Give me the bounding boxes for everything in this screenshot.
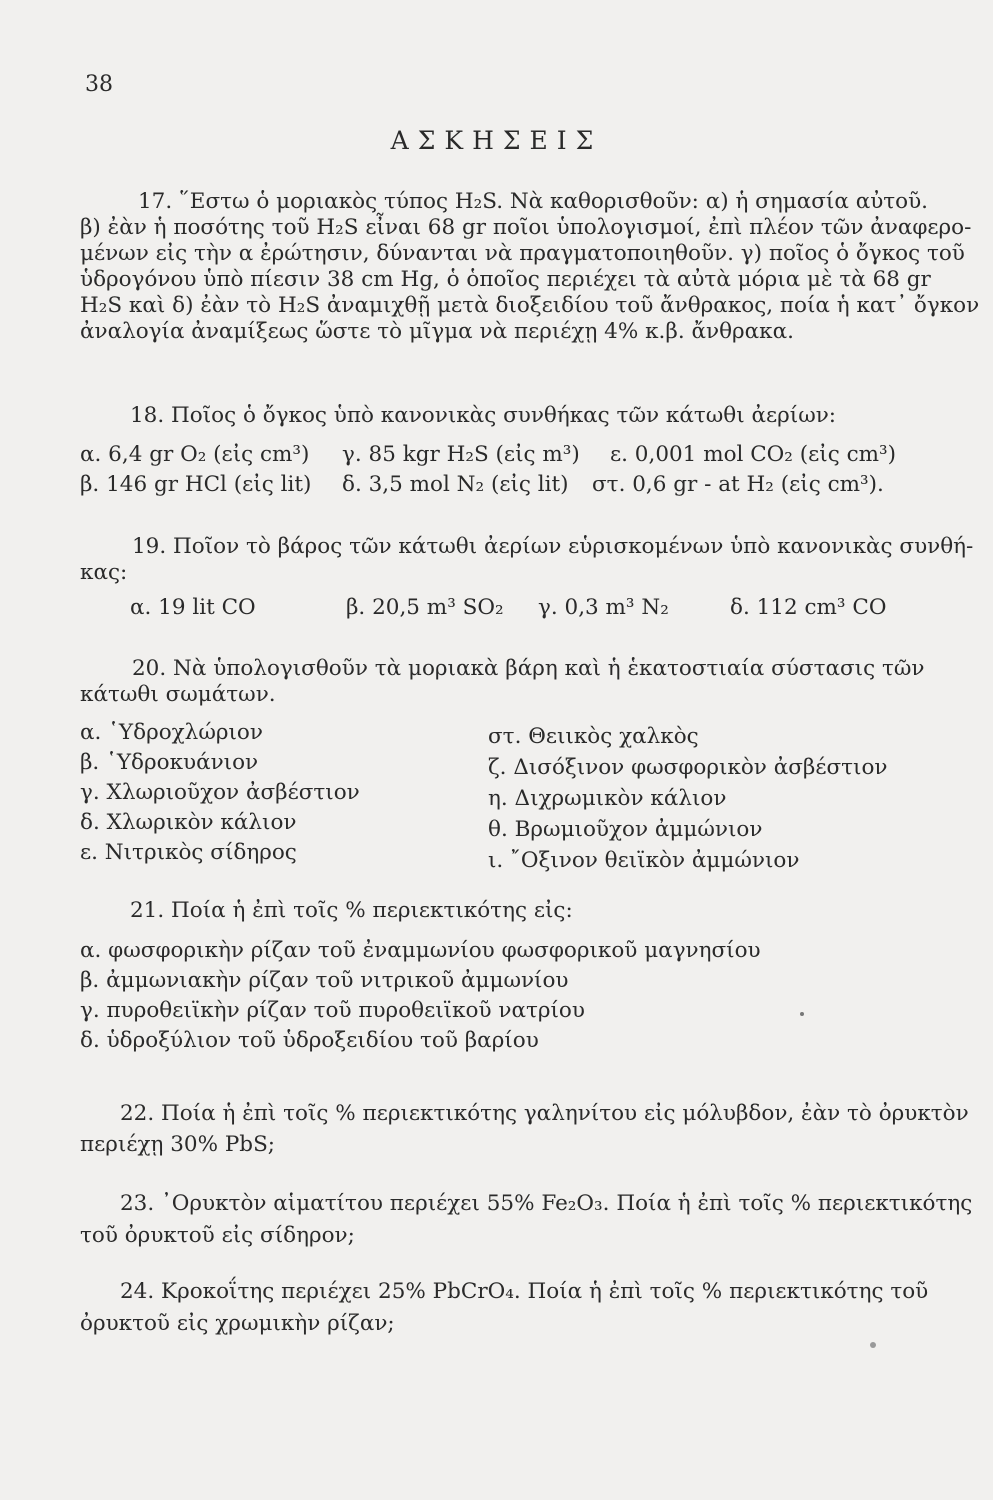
exercise-19-item: γ. 0,3 m³ N₂ [538, 595, 669, 620]
exercise-19-item: α. 19 lit CO [130, 595, 256, 620]
exercise-19 [80, 534, 974, 586]
exercise-21-item: β. ἀμμωνιακὴν ρίζαν τοῦ νιτρικοῦ ἀμμωνίου [80, 968, 569, 993]
exercise-17-line: H₂S καὶ δ) ἐὰν τὸ H₂S ἀναμιχθῇ μετὰ διοξειδίου τοῦ ἄνθρακος, ποία ἡ κατ᾽ ὄγκον [80, 293, 980, 318]
page-number: 38 [85, 72, 113, 97]
exercise-22 [80, 1098, 969, 1160]
exercise-18-item: α. 6,4 gr O₂ (εἰς cm³) [80, 442, 310, 467]
exercise-20-item: στ. Θειικὸς χαλκὸς [488, 724, 699, 749]
exercise-18-item: δ. 3,5 mol N₂ (εἰς lit) [342, 472, 569, 497]
exercise-18-item: γ. 85 kgr H₂S (εἰς m³) [342, 442, 580, 467]
exercise-17 [80, 189, 980, 345]
exercise-19-line: 19. Ποῖον τὸ βάρος τῶν κάτωθι ἀερίων εὑρισκομένων ὑπὸ κανονικὰς συνθή- [132, 534, 974, 559]
exercise-23 [80, 1188, 973, 1252]
exercise-17-line: ἀναλογία ἀναμίξεως ὥστε τὸ μῖγμα νὰ περιέχῃ 4% κ.β. ἄνθρακα. [80, 319, 794, 344]
exercise-21-item: δ. ὑδροξύλιον τοῦ ὑδροξειδίου τοῦ βαρίου [80, 1028, 539, 1053]
exercise-20-line: κάτωθι σωμάτων. [80, 682, 276, 707]
exercise-18-item: β. 146 gr HCl (εἰς lit) [80, 472, 312, 497]
exercise-20-item: β. ῾Υδροκυάνιον [80, 750, 259, 775]
exercise-20-item: η. Διχρωμικὸν κάλιον [488, 786, 727, 811]
exercise-19-line: κας: [80, 560, 128, 585]
exercise-19-items [130, 595, 930, 625]
exercise-18-item: στ. 0,6 gr - at H₂ (εἰς cm³). [592, 472, 884, 497]
exercise-20 [80, 656, 930, 708]
exercise-21-item: γ. πυροθειϊκὴν ρίζαν τοῦ πυροθειϊκοῦ νατρίου [80, 998, 585, 1023]
exercise-18-heading: 18. Ποῖος ὁ ὄγκος ὑπὸ κανονικὰς συνθήκας τῶν κάτωθι ἀερίων: [130, 403, 837, 428]
exercise-24-line: 24. Κροκοΐτης περιέχει 25% PbCrO₄. Ποία ἡ ἐπὶ τοῖς % περιεκτικότης τοῦ [120, 1279, 929, 1304]
exercise-22-line: περιέχῃ 30% PbS; [80, 1132, 276, 1157]
exercise-21-item: α. φωσφορικὴν ρίζαν τοῦ ἐναμμωνίου φωσφορικοῦ μαγνησίου [80, 938, 761, 963]
exercise-20-item: α. ῾Υδροχλώριον [80, 720, 263, 745]
exercise-17-line: ὑδρογόνου ὑπὸ πίεσιν 38 cm Hg, ὁ ὁποῖος περιέχει τὰ αὐτὰ μόρια μὲ τὰ 68 gr [80, 267, 931, 292]
exercise-23-line: τοῦ ὀρυκτοῦ εἰς σίδηρον; [80, 1223, 355, 1248]
exercise-20-left-list [80, 720, 500, 870]
exercise-20-item: ε. Νιτρικὸς σίδηρος [80, 840, 297, 865]
exercise-24 [80, 1276, 930, 1340]
exercise-23-line: 23. ᾿Ορυκτὸν αἱματίτου περιέχει 55% Fe₂O₃. Ποία ἡ ἐπὶ τοῖς % περιεκτικότης [120, 1191, 973, 1216]
exercise-18-items [80, 442, 940, 502]
exercise-20-item: ι. ῎Οξινον θειϊκὸν ἀμμώνιον [488, 848, 800, 873]
exercise-20-item: γ. Χλωριοῦχον ἀσβέστιον [80, 780, 360, 805]
exercise-20-item: θ. Βρωμιοῦχον ἀμμώνιον [488, 817, 763, 842]
exercise-22-line: 22. Ποία ἡ ἐπὶ τοῖς % περιεκτικότης γαληνίτου εἰς μόλυβδον, ἐὰν τὸ ὀρυκτὸν [120, 1101, 969, 1126]
page-title: ΑΣΚΗΣΕΙΣ [390, 126, 603, 155]
exercise-24-line: ὀρυκτοῦ εἰς χρωμικὴν ρίζαν; [80, 1311, 395, 1336]
exercise-21-items [80, 938, 880, 1068]
exercise-20-right-list [488, 724, 928, 874]
ink-speck [800, 1012, 804, 1016]
exercise-17-line: β) ἐὰν ἡ ποσότης τοῦ H₂S εἶναι 68 gr ποῖοι ὑπολογισμοί, ἐπὶ πλέον τῶν ἀναφερο- [80, 215, 972, 240]
exercise-17-line: 17. ῞Εστω ὁ μοριακὸς τύπος H₂S. Νὰ καθορισθοῦν: α) ἡ σημασία αὐτοῦ. [138, 189, 929, 214]
exercise-19-item: δ. 112 cm³ CO [730, 595, 887, 620]
exercise-21-heading: 21. Ποία ἡ ἐπὶ τοῖς % περιεκτικότης εἰς: [130, 898, 573, 923]
exercise-18-item: ε. 0,001 mol CO₂ (εἰς cm³) [610, 442, 897, 467]
exercise-20-line: 20. Νὰ ὑπολογισθοῦν τὰ μοριακὰ βάρη καὶ ἡ ἑκατοστιαία σύστασις τῶν [132, 656, 925, 681]
exercise-20-item: ζ. Δισόξινον φωσφορικὸν ἀσβέστιον [488, 755, 888, 780]
exercise-20-item: δ. Χλωρικὸν κάλιον [80, 810, 297, 835]
exercise-19-item: β. 20,5 m³ SO₂ [346, 595, 504, 620]
exercise-17-line: μένων εἰς τὴν α ἐρώτησιν, δύνανται νὰ πραγματοποιηθοῦν. γ) ποῖος ὁ ὄγκος τοῦ [80, 241, 965, 266]
ink-speck [870, 1342, 876, 1348]
